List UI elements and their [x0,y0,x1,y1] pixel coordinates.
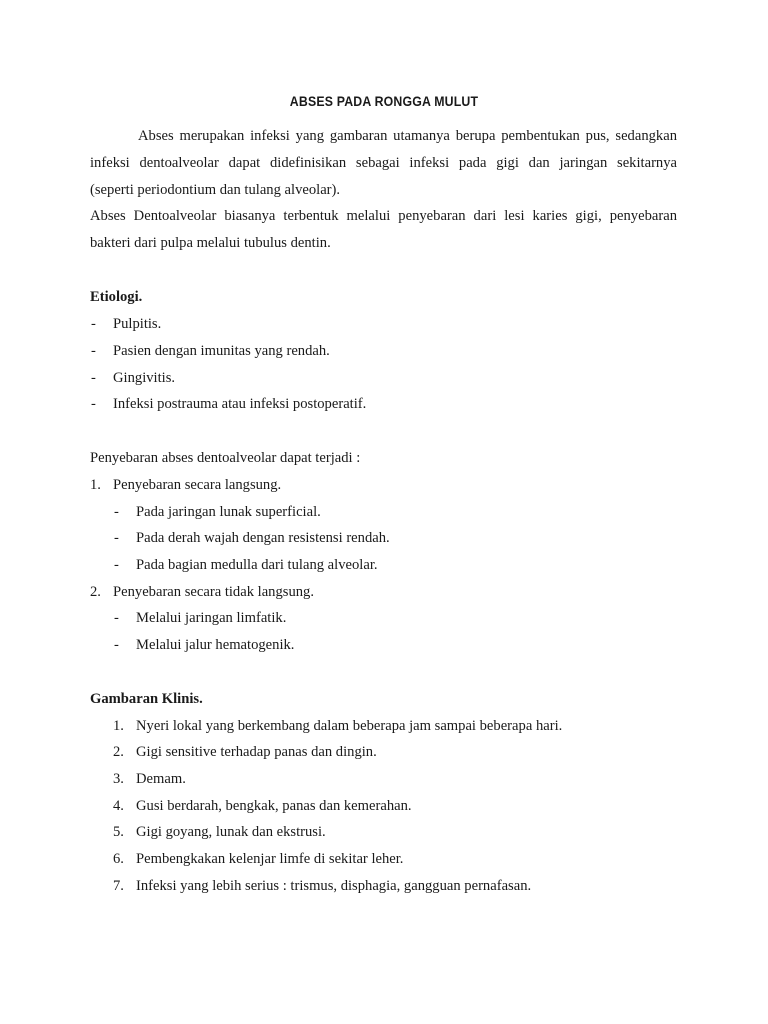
item-number: 6. [113,851,124,867]
sub-list-item-text: Pada derah wajah dengan resistensi rendah. [136,530,390,546]
item-number: 1. [113,718,124,734]
item-text: Gusi berdarah, bengkak, panas dan kemerahan. [136,798,412,814]
intro-paragraph-line: Abses Dentoalveolar biasanya terbentuk melalui penyebaran dari lesi karies gigi, penyebaran [90,208,677,224]
klinis-heading: Gambaran Klinis. [90,691,203,707]
intro-paragraph-line: bakteri dari pulpa melalui tubulus dentin. [90,235,331,251]
sub-list-item-text: Melalui jalur hematogenik. [136,637,295,653]
sub-list-item-text: Pada jaringan lunak superficial. [136,504,321,520]
item-number: 5. [113,824,124,840]
item-text: Gigi goyang, lunak dan ekstrusi. [136,824,326,840]
bullet-dash: - [114,504,119,520]
list-item-text: Infeksi postrauma atau infeksi postoperatif. [113,396,367,412]
item-text: Nyeri lokal yang berkembang dalam beberapa jam sampai beberapa hari. [136,718,563,734]
bullet-dash: - [114,610,119,626]
bullet-dash: - [114,530,119,546]
item-text: Infeksi yang lebih serius : trismus, disphagia, gangguan pernafasan. [136,878,532,894]
bullet-dash: - [91,370,96,386]
list-item-text: Gingivitis. [113,370,176,386]
item-number: 2. [113,744,124,760]
intro-paragraph-line: infeksi dentoalveolar dapat didefinisikan sebagai infeksi pada gigi dan jaringan sekitarnya [90,155,677,171]
document-title: ABSES PADA RONGGA MULUT [289,93,479,109]
bullet-dash: - [114,637,119,653]
list-item-text: Pulpitis. [113,316,162,332]
item-number: 3. [113,771,124,787]
sub-list-item-text: Pada bagian medulla dari tulang alveolar. [136,557,378,573]
item-text: Demam. [136,771,186,787]
sub-list-item-text: Melalui jaringan limfatik. [136,610,287,626]
penyebaran-intro: Penyebaran abses dentoalveolar dapat terjadi : [90,450,361,466]
bullet-dash: - [91,316,96,332]
intro-paragraph-line: Abses merupakan infeksi yang gambaran utamanya berupa pembentukan pus, sedangkan [138,128,677,144]
bullet-dash: - [91,396,96,412]
list-item-text: Pasien dengan imunitas yang rendah. [113,343,330,359]
item-text: Pembengkakan kelenjar limfe di sekitar leher. [136,851,404,867]
item-number: 1. [90,477,101,493]
item-number: 4. [113,798,124,814]
item-number: 2. [90,584,101,600]
etiologi-heading: Etiologi. [90,289,143,305]
item-text: Gigi sensitive terhadap panas dan dingin. [136,744,377,760]
item-label: Penyebaran secara langsung. [113,477,282,493]
item-label: Penyebaran secara tidak langsung. [113,584,314,600]
item-number: 7. [113,878,124,894]
bullet-dash: - [114,557,119,573]
intro-paragraph-line: (seperti periodontium dan tulang alveolar). [90,182,341,198]
bullet-dash: - [91,343,96,359]
